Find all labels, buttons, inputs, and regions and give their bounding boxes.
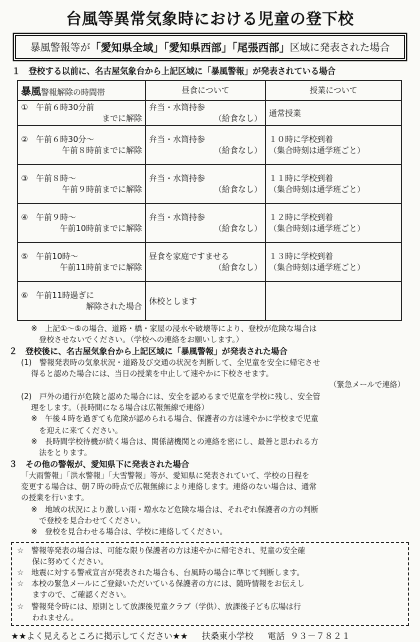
page-title: 台風等異常気象時における児童の登下校 — [65, 10, 354, 28]
time-window-cell — [18, 204, 146, 243]
row-number: ⑥ — [21, 291, 29, 300]
class-text: １３時に学校到着 — [269, 252, 333, 261]
banner-area-3: 「尾張西部」 — [232, 42, 290, 54]
instruction-line: 法をとります。 — [39, 448, 92, 458]
lunch-cell — [146, 204, 266, 243]
lunch-text: 弁当・水筒持参 — [149, 174, 205, 183]
lunch-cell — [146, 243, 266, 282]
section-1-heading: １ 登校する以前に、名古屋気象台から上記区域に「暴風警報」が発表されている場合 — [12, 66, 336, 76]
instruction-line: ※ 長時間学校待機が続く場合は、関係諸機関との連絡を密にし、最善と思われる方 — [31, 436, 319, 446]
phone-number: ９３－７８２１ — [290, 632, 351, 642]
phone-label: 電話 — [267, 632, 285, 642]
time-window-cell — [18, 165, 146, 204]
instruction-line: の授業を行います。 — [21, 493, 89, 503]
class-cell — [266, 243, 402, 282]
time-window-cell — [18, 282, 146, 321]
lunch-cell — [146, 282, 266, 321]
class-text: １１時に学校到着 — [269, 174, 333, 183]
footer — [11, 630, 411, 642]
table-row — [18, 126, 402, 165]
instruction-line: を迎えに来てください。 — [39, 425, 123, 435]
notice-line: 保に努めてください。 — [17, 556, 109, 566]
lunch-cell — [146, 165, 266, 204]
banner-prefix: 暴風警報等が — [30, 43, 91, 54]
warning-area-banner — [15, 35, 405, 59]
class-note: （集合時刻は通学班ごと） — [269, 263, 365, 272]
table-row — [18, 282, 402, 321]
instruction-line: 変更する場合は、朝７時の時点で広報無線により連絡します。連絡のない場合は、通常 — [21, 482, 317, 492]
notice-line: ☆ 警報発令時には、原則として放課後児童クラブ（学供）、放課後子ども広場は行 — [17, 601, 301, 611]
school-name: 扶桑東小学校 — [201, 632, 254, 642]
lunch-text: 弁当・水筒持参 — [149, 213, 205, 222]
lunch-text: 休校とします — [149, 296, 197, 306]
instruction-line: 登校させないでください。（学校への連絡をお願いします。） — [39, 335, 244, 345]
time-window-cell — [18, 243, 146, 282]
lunch-note: （給食なし） — [214, 114, 262, 123]
instruction-line: 理をします。（長時間になる場合は広報無線で連絡） — [31, 403, 209, 413]
instruction-line: で登校を見合わせてください。 — [39, 516, 146, 526]
time-start: 午前９時～ — [36, 213, 76, 222]
time-window-cell — [18, 101, 146, 126]
class-cell — [266, 204, 402, 243]
header-time-window: 暴風警報解除の時間帯 — [18, 81, 146, 101]
row-number: ④ — [21, 213, 29, 222]
instruction-line: ※ 午後４時を過ぎても危険が認められる場合、保護者の方は速やかに学校まで児童 — [31, 414, 319, 424]
lunch-text: 弁当・水筒持参 — [149, 135, 205, 144]
header-classes: 授業について — [266, 81, 402, 101]
row-number: ⑤ — [21, 252, 29, 261]
section-heading: ２ 登校後に、名古屋気象台から上記区域に「暴風警報」が発表された場合 — [9, 345, 288, 356]
lunch-note: （給食なし） — [214, 185, 262, 194]
row-number: ③ — [21, 174, 29, 183]
time-end: 午前９時前までに解除 — [62, 185, 142, 194]
class-cell — [266, 165, 402, 204]
footer-notice: ★★よく見えるところに掲示してください★★ — [11, 632, 188, 642]
notice-line: ☆ 本校の緊急メールにご登録いただいている保護者の方には、随時情報をお伝えし — [17, 579, 305, 589]
banner-area-1: 「愛知県全域」 — [90, 42, 164, 54]
instruction-line: (2) 戸外の通行が危険と認めた場合には、安全を認めるまで児童を学校に残し、安全管 — [21, 391, 321, 401]
banner-area-2: 「愛知県西部」 — [163, 42, 232, 54]
instruction-line: （緊急メールで連絡） — [329, 380, 405, 390]
instruction-line: ※ 地域の状況により激しい雨・増水など危険な場合は、それぞれ保護者の方の判断 — [31, 504, 319, 514]
time-start: 午前11時過ぎに — [36, 291, 95, 300]
row-number: ① — [21, 103, 29, 112]
lunch-cell — [146, 126, 266, 165]
time-end: 解除された場合 — [86, 302, 142, 311]
row-number: ② — [21, 135, 29, 144]
release-time-table — [17, 80, 402, 321]
class-cell — [266, 126, 402, 165]
time-end: までに解除 — [102, 114, 142, 123]
time-end: 午前11時前までに解除 — [59, 263, 142, 272]
lunch-text: 昼食を家庭ですませる — [149, 252, 229, 261]
class-text: １２時に学校到着 — [269, 213, 333, 222]
class-cell — [266, 282, 402, 321]
time-start: 午前６時30分～ — [36, 135, 95, 144]
class-cell — [266, 101, 402, 126]
lunch-note: （給食なし） — [214, 263, 262, 272]
header-lunch: 昼食について — [146, 81, 266, 101]
table-row — [18, 165, 402, 204]
lunch-note: （給食なし） — [214, 146, 262, 155]
instruction-line: ※ 登校を見合わせる場合は、学校に連絡してください。 — [31, 527, 228, 537]
class-note: （集合時刻は通学班ごと） — [269, 224, 365, 233]
table-row — [18, 204, 402, 243]
time-end: 午前８時前までに解除 — [62, 146, 142, 155]
lunch-cell — [146, 101, 266, 126]
notice-line: ますので、ご確認ください。 — [17, 590, 131, 600]
table-header-row — [18, 81, 402, 101]
notice-box — [11, 542, 409, 626]
banner-suffix: 区域に発表された場合 — [289, 43, 390, 54]
instructions-body — [9, 323, 411, 538]
table-row — [18, 243, 402, 282]
lunch-note: （給食なし） — [214, 224, 262, 233]
instruction-line: 得ると認めた場合には、当日の授業を中止して速やかに下校させます。 — [31, 369, 274, 379]
time-end: 午前10時前までに解除 — [59, 224, 142, 233]
class-note: （集合時刻は通学班ごと） — [269, 185, 365, 194]
instruction-line: (1) 警報発表時の気象状況・道路及び交通の状況を判断して、全児童を安全に帰宅させ — [21, 357, 321, 367]
notice-line: われません。 — [17, 612, 79, 622]
section-heading: ３ その他の警報が、愛知県下に発表された場合 — [9, 458, 190, 469]
instruction-line: 「大雨警報」「洪水警報」「大雪警報」等が、愛知県に発表されていて、学校の日程を — [21, 470, 310, 480]
class-note: （集合時刻は通学班ごと） — [269, 146, 365, 155]
notice-line: ☆ 地震に対する警戒宣言が発表された場合も、台風時の場合に準じて判断します。 — [17, 568, 305, 578]
time-start: 午前８時～ — [36, 174, 76, 183]
time-start: 午前６時30分前 — [36, 103, 95, 112]
lunch-text: 弁当・水筒持参 — [149, 103, 205, 112]
class-text: １０時に学校到着 — [269, 135, 333, 144]
time-window-cell — [18, 126, 146, 165]
time-start: 午前10時～ — [36, 252, 79, 261]
notice-line: ☆ 警報等発表の場合は、可能な限り保護者の方は速やかに帰宅され、児童の安全確 — [17, 545, 306, 555]
table-row — [18, 101, 402, 126]
instruction-line: ※ 上記①～⑤の場合、道路・橋・家屋の浸水や破壊等により、登校が危険な場合は — [31, 324, 317, 333]
class-text: 通常授業 — [269, 108, 301, 118]
